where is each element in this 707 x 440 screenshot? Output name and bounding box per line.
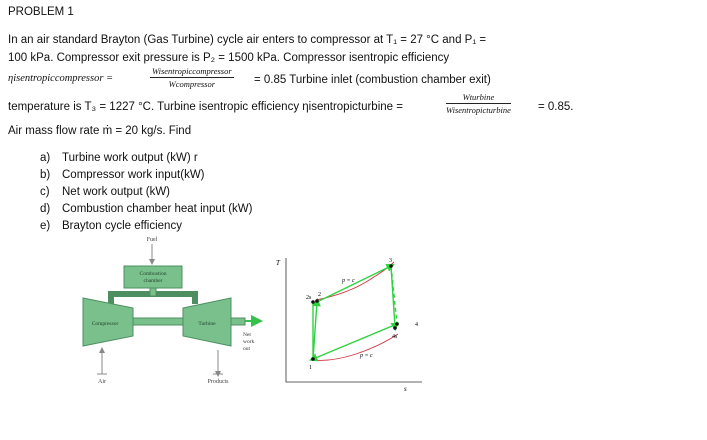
problem-line-3-tail: = 0.85 Turbine inlet (combustion chamber exit) [254,74,491,86]
heat-addition-line [317,266,391,302]
state-point-4s [393,326,397,330]
output-shaft [231,318,245,325]
list-item-text: Turbine work output (kW) r [62,152,198,164]
state-point-3 [389,264,393,268]
list-item [40,150,252,167]
low-pressure-label: p = c [360,353,373,359]
problem-line-5: Air mass flow rate ṁ = 20 kg/s. Find [8,125,192,137]
axis-s-label: s [404,385,407,393]
list-marker: d) [40,203,51,215]
list-item-text: Compressor work input(kW) [62,169,205,181]
eta-compressor-label: ηisentropiccompressor = [8,73,114,84]
high-pressure-label: p = c [342,278,355,284]
fraction-denominator: Wisentropicturbine [446,105,511,115]
label-point-4: 4 [415,322,418,328]
net-work-label-2: work [243,339,255,345]
shaft [133,318,183,325]
fraction-denominator: Wcompressor [168,79,216,89]
state-point-2 [315,299,319,303]
compressor-label: Compressor [91,321,119,327]
ts-diagram [276,244,436,394]
net-work-label-1: Net [243,332,251,338]
list-marker: c) [40,186,50,198]
problem-line-4-tail: = 0.85. [538,101,574,113]
high-pressure-curve [316,262,394,300]
state-point-2s [311,300,315,304]
list-item [40,167,252,184]
state-point-1 [311,357,315,361]
combustion-chamber [124,266,182,288]
turbine-efficiency-fraction [446,92,511,115]
label-point-3: 3 [389,258,392,264]
compressor-efficiency-fraction [150,66,234,89]
list-item-text: Combustion chamber heat input (kW) [62,203,253,215]
products-label: Products [207,379,229,385]
turbine-label: Turbine [198,321,216,327]
fraction-numerator: Wturbine [446,92,511,104]
list-marker: b) [40,169,51,181]
net-work-label-3: out [243,346,251,352]
label-point-2: 2 [318,292,321,298]
combustion-label-1: Combustion [139,271,167,277]
axis-t-label: T [276,259,280,267]
list-item-text: Brayton cycle efficiency [62,220,182,232]
problem-title: PROBLEM 1 [8,6,74,18]
heat-rejection-line [313,324,397,359]
label-point-1: 1 [309,365,312,371]
task-list [40,150,252,235]
problem-line-4: temperature is T₃ = 1227 °C. Turbine isentropic efficiency ηisentropicturbine = [8,101,403,113]
label-point-4s: 4s [392,334,398,340]
fraction-numerator: Wisentropiccompressor [152,66,232,76]
air-label: Air [98,379,106,385]
problem-line-1: In an air standard Brayton (Gas Turbine) cycle air enters to compressor at T₁ = 27 °C and P₁ = [8,34,487,46]
fuel-label: Fuel [146,237,158,243]
list-marker: e) [40,220,51,232]
brayton-schematic [75,232,275,432]
label-point-2s: 2s [306,295,312,301]
chamber-inlet [150,288,156,296]
axes [286,258,422,382]
low-pressure-curve [312,334,398,360]
list-item [40,201,252,218]
list-item-text: Net work output (kW) [62,186,170,198]
problem-line-2: 100 kPa. Compressor exit pressure is P₂ = 1500 kPa. Compressor isentropic efficiency [8,52,450,64]
list-marker: a) [40,152,51,164]
state-point-4 [395,322,399,326]
list-item [40,184,252,201]
combustion-label-2: chamber [143,278,163,284]
